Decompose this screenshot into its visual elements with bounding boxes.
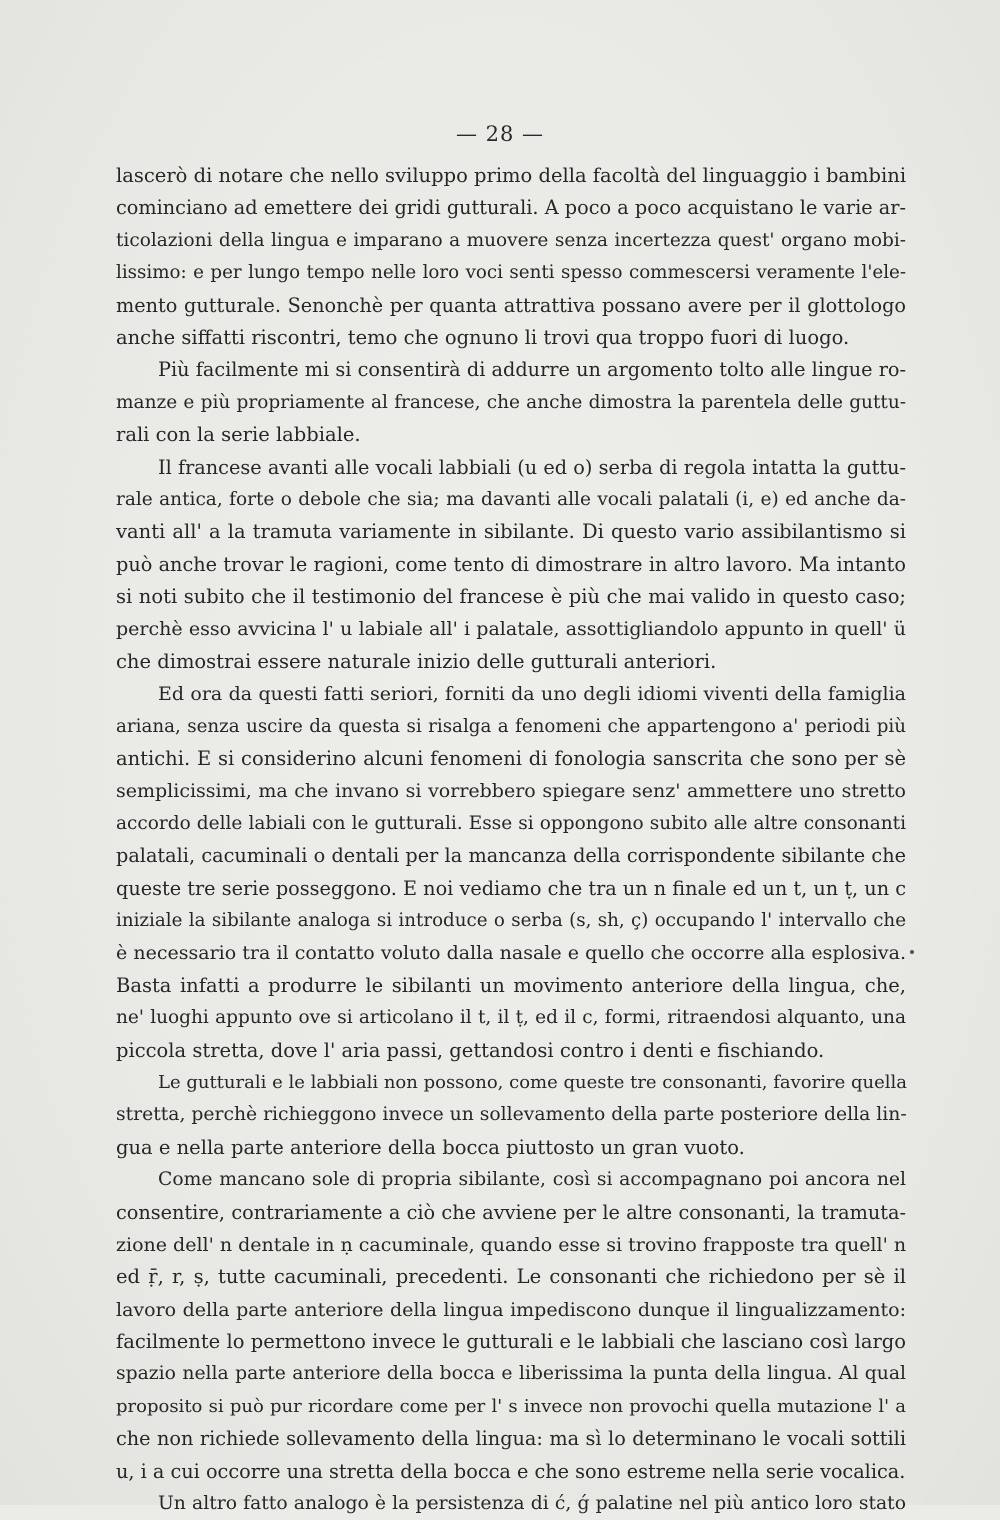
text-line: queste tre serie posseggono. E noi vediamo che tra un n finale ed un t, un ṭ, un c (116, 876, 906, 900)
text-line: spazio nella parte anteriore della bocca e liberissima la punta della lingua. Al qual (116, 1363, 906, 1385)
text-line: Basta infatti a produrre le sibilanti un movimento anteriore della lingua, che, (116, 973, 906, 997)
text-line: Ed ora da questi fatti seriori, forniti da uno degli idiomi viventi della famiglia (158, 683, 906, 706)
text-line: cominciano ad emettere dei gridi gutturali. A poco a poco acquistano le varie ar- (116, 196, 906, 220)
text-line: semplicissimi, ma che invano si vorrebbero spiegare senz' ammettere uno stretto (116, 780, 906, 803)
text-line: antichi. E si considerino alcuni fenomeni di fonologia sanscrita che sono per sè (116, 747, 906, 771)
text-line: lascerò di notare che nello sviluppo primo della facoltà del linguaggio i bambini (116, 164, 907, 187)
text-line: iniziale la sibilante analoga si introduce o serba (s, sh, ç) occupando l' intervallo che (116, 909, 906, 931)
text-line: accordo delle labiali con le gutturali. Esse si oppongono subito alle altre consonanti (116, 812, 906, 834)
text-line: zione dell' n dentale in ṇ cacuminale, quando esse si trovino frapposte tra quell' n (116, 1233, 907, 1256)
text-line: gua e nella parte anteriore della bocca piuttosto un gran vuoto. (116, 1135, 745, 1159)
text-line: ne' luoghi appunto ove si articolano il t, il ṭ, ed il c, formi, ritraendosi alquanto, una (116, 1007, 906, 1029)
text-line: Le gutturali e le labbiali non possono, come queste tre consonanti, favorire quella (158, 1071, 907, 1093)
text-line: Come mancano sole di propria sibilante, così si accompagnano poi ancora nel (158, 1169, 906, 1191)
text-line: rali con la serie labbiale. (116, 423, 361, 447)
text-line: può anche trovar le ragioni, come tento di dimostrare in altro lavoro. Ma intanto (116, 552, 906, 576)
text-line: facilmente lo permettono invece le gutturali e le labbiali che lasciano così largo (116, 1330, 906, 1354)
text-line: palatali, cacuminali o dentali per la mancanza della corrispondente sibilante che (116, 844, 906, 868)
text-line: mento gutturale. Senonchè per quanta attrattiva possano avere per il glottologo (116, 293, 906, 317)
text-line: u, i a cui occorre una stretta della bocca e che sono estreme nella serie vocalica. (116, 1459, 906, 1483)
text-line: lavoro della parte anteriore della lingua impediscono dunque il lingualizzamento: (116, 1298, 906, 1321)
text-line: rale antica, forte o debole che sia; ma davanti alle vocali palatali (i, e) ed anche da- (116, 488, 906, 510)
text-line: proposito si può pur ricordare come per l' s invece non provochi quella mutazione l' a (116, 1395, 906, 1417)
text-line: che non richiede sollevamento della lingua: ma sì lo determinano le vocali sottili (116, 1427, 906, 1451)
text-line: manze e più propriamente al francese, che anche dimostra la parentela delle guttu- (116, 391, 906, 413)
text-line: lissimo: e per lungo tempo nelle loro voci senti spesso commescersi veramente l'ele- (116, 262, 906, 284)
body-text (116, 160, 906, 1520)
margin-mark (910, 950, 914, 954)
text-line: ticolazioni della lingua e imparano a muovere senza incertezza quest' organo mobi- (116, 229, 906, 251)
text-line: ed ṝ, r, ṣ, tutte cacuminali, precedenti. Le consonanti che richiedono per sè il (116, 1265, 906, 1289)
text-line: perchè esso avvicina l' u labiale all' i palatale, assottigliandolo appunto in quell' ü (116, 618, 906, 641)
text-line: consentire, contrariamente a ciò che avviene per le altre consonanti, la tramuta- (116, 1200, 906, 1224)
text-line: Più facilmente mi si consentirà di addurre un argomento tolto alle lingue ro- (158, 358, 906, 382)
text-line: è necessario tra il contatto voluto dalla nasale e quello che occorre alla esplosiva. (116, 942, 906, 965)
text-line: vanti all' a la tramuta variamente in sibilante. Di questo vario assibilantismo si (116, 520, 906, 544)
page-number: — 28 — (455, 122, 545, 146)
text-line: stretta, perchè richieggono invece un sollevamento della parte posteriore della lin- (116, 1104, 907, 1126)
text-line: che dimostrai essere naturale inizio delle gutturali anteriori. (116, 649, 717, 673)
text-line: Il francese avanti alle vocali labbiali (u ed o) serba di regola intatta la guttu- (158, 455, 906, 479)
text-line: piccola stretta, dove l' aria passi, gettandosi contro i denti e fischiando. (116, 1038, 825, 1062)
text-line: si noti subito che il testimonio del francese è più che mai valido in questo caso; (116, 585, 906, 609)
text-line: anche siffatti riscontri, temo che ognuno li trovi qua troppo fuori di luogo. (116, 325, 850, 349)
text-line: ariana, senza uscire da questa si risalga a fenomeni che appartengono a' periodi più (116, 715, 906, 737)
text-line: Un altro fatto analogo è la persistenza di ć, ǵ palatine nel più antico loro stato (158, 1493, 906, 1515)
